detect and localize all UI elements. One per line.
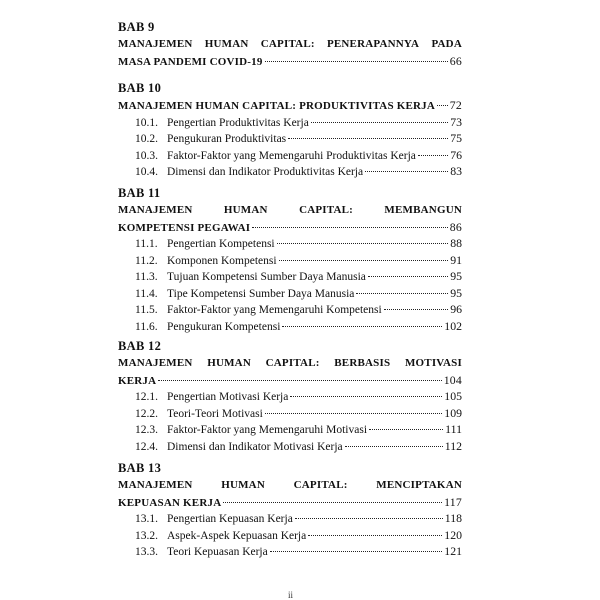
subsection-title: Teori Kepuasan Kerja: [167, 546, 268, 558]
subsection-entry: [135, 268, 462, 285]
chapter-title-word: MANAJEMEN: [118, 479, 193, 491]
subsection-title: Tujuan Kompetensi Sumber Daya Manusia: [167, 271, 366, 283]
dot-leader: [369, 429, 443, 430]
subsection-number: 13.2.: [135, 529, 158, 542]
chapter-title-line: [118, 355, 462, 372]
chapter-bab-10: [118, 81, 462, 180]
dot-leader: [311, 122, 448, 123]
chapter-title-entry: [118, 219, 462, 236]
dot-leader: [282, 326, 442, 327]
dot-leader: [279, 260, 449, 261]
subsection-number: 12.3.: [135, 424, 158, 436]
page-number: 109: [444, 405, 462, 420]
page-number: 95: [450, 285, 462, 300]
subsection-title: Teori-Teori Motivasi: [167, 407, 263, 420]
dot-leader: [295, 518, 443, 519]
dot-leader: [252, 227, 448, 228]
chapter-title-word: MENCIPTAKAN: [376, 479, 462, 491]
subsection-title: Komponen Kompetensi: [167, 254, 277, 267]
chapter-title-line: [118, 477, 462, 494]
page-number: 111: [445, 422, 462, 436]
chapter-title-last: MANAJEMEN HUMAN CAPITAL: PRODUKTIVITAS KERJA: [118, 100, 436, 112]
subsection-title: Faktor-Faktor yang Memengaruhi Motivasi: [167, 424, 368, 436]
dot-leader: [418, 155, 448, 156]
subsection-title: Pengertian Kepuasan Kerja: [167, 513, 293, 525]
page-number: 88: [450, 236, 462, 250]
dot-leader: [265, 61, 448, 62]
page-number: 96: [450, 302, 462, 316]
page-number: 83: [450, 164, 462, 178]
chapter-bab-12: [118, 339, 462, 454]
subsection-entry: [135, 510, 462, 527]
dot-leader: [290, 396, 442, 397]
subsection-title: Pengertian Produktivitas Kerja: [167, 116, 309, 129]
page-number: 112: [444, 438, 462, 453]
chapter-title-word: HUMAN: [223, 204, 268, 216]
subsection-entry: [135, 163, 462, 180]
chapter-title-entry: [118, 372, 462, 389]
page-number: 72: [449, 98, 462, 112]
subsection-number: 11.1.: [135, 238, 158, 250]
subsection-title: Tipe Kompetensi Sumber Daya Manusia: [167, 287, 355, 300]
page-number: 66: [449, 53, 462, 68]
chapter-title-word: MANAJEMEN: [118, 357, 193, 369]
page-number: 120: [444, 527, 462, 542]
subsection-number: 11.6.: [135, 320, 158, 333]
subsection-entry: [135, 543, 462, 560]
page-number: 121: [444, 544, 462, 558]
chapter-title-word: PADA: [431, 38, 462, 50]
subsection-number: 10.1.: [135, 116, 158, 129]
subsection-title: Pengukuran Produktivitas: [167, 133, 287, 145]
subsection-entry: [135, 527, 462, 544]
subsection-number: 12.1.: [135, 391, 158, 403]
chapter-title-last: KEPUASAN KERJA: [118, 496, 222, 509]
chapter-label: BAB 10: [118, 81, 162, 95]
page-number: 105: [444, 389, 462, 403]
subsection-number: 11.5.: [135, 304, 158, 316]
subsection-number: 11.2.: [135, 254, 158, 267]
chapter-title-word: CAPITAL:: [299, 204, 354, 216]
dot-leader: [288, 138, 448, 139]
dot-leader: [277, 243, 449, 244]
subsection-entry: [135, 318, 462, 335]
chapter-title-entry: [118, 53, 462, 70]
subsection-number: 13.1.: [135, 513, 158, 525]
chapter-title-last: KERJA: [118, 374, 157, 387]
subsection-entry: [135, 235, 462, 252]
subsection-number: 12.2.: [135, 407, 158, 420]
dot-leader: [356, 293, 448, 294]
subsection-number: 11.3.: [135, 271, 158, 283]
subsection-number: 13.3.: [135, 546, 158, 558]
chapter-title-word: MANAJEMEN: [118, 204, 193, 216]
subsection-number: 10.2.: [135, 133, 158, 145]
subsection-number: 12.4.: [135, 440, 158, 453]
chapter-title-word: HUMAN: [204, 38, 249, 50]
page-number: 76: [450, 147, 462, 162]
page-number: 117: [444, 494, 462, 509]
chapter-title-word: MEMBANGUN: [384, 204, 462, 216]
subsection-title: Aspek-Aspek Kepuasan Kerja: [167, 529, 307, 542]
subsection-number: 10.4.: [135, 166, 158, 178]
chapter-title-last: MASA PANDEMI COVID-19: [118, 55, 263, 68]
chapter-title-word: CAPITAL:: [293, 479, 348, 491]
subsection-entry: [135, 405, 462, 422]
chapter-title-entry: [118, 97, 462, 114]
subsection-entry: [135, 252, 462, 269]
subsection-title: Pengertian Kompetensi: [167, 238, 275, 250]
chapter-title-word: HUMAN: [221, 479, 265, 491]
subsection-entry: [135, 130, 462, 147]
page-number: 118: [444, 511, 462, 525]
subsection-title: Dimensi dan Indikator Produktivitas Kerja: [167, 166, 364, 178]
chapter-title-line: [118, 36, 462, 53]
page-number: 75: [450, 131, 462, 145]
dot-leader: [265, 413, 443, 414]
dot-leader: [368, 276, 448, 277]
chapter-title-entry: [118, 494, 462, 511]
chapter-title-word: BERBASIS: [334, 357, 391, 369]
subsection-number: 10.3.: [135, 149, 158, 162]
subsection-title: Pengukuran Kompetensi: [167, 320, 281, 333]
page-footer-number: ii: [288, 590, 294, 600]
dot-leader: [437, 105, 448, 106]
page-number: 73: [450, 114, 462, 129]
chapter-title-word: HUMAN: [207, 357, 251, 369]
page-number: 102: [444, 318, 462, 333]
subsection-title: Dimensi dan Indikator Motivasi Kerja: [167, 440, 343, 453]
subsection-entry: [135, 438, 462, 455]
chapter-bab-11: [118, 186, 462, 334]
dot-leader: [158, 380, 441, 381]
chapter-title-word: PENERAPANNYA: [326, 38, 420, 50]
subsection-title: Pengertian Motivasi Kerja: [167, 391, 289, 403]
page-number: 86: [449, 219, 462, 234]
subsection-entry: [135, 388, 462, 405]
subsection-entry: [135, 147, 462, 164]
subsection-title: Faktor-Faktor yang Memengaruhi Kompetensi: [167, 304, 382, 316]
subsection-title: Faktor-Faktor yang Memengaruhi Produktivitas Kerja: [167, 149, 416, 162]
chapter-title-line: [118, 202, 462, 219]
subsection-number: 11.4.: [135, 287, 158, 300]
chapter-title-last: KOMPETENSI PEGAWAI: [118, 221, 251, 234]
subsection-entry: [135, 421, 462, 438]
chapter-title-word: MOTIVASI: [404, 357, 462, 369]
dot-leader: [270, 551, 443, 552]
dot-leader: [384, 309, 448, 310]
chapter-bab-9: [118, 20, 462, 69]
dot-leader: [365, 171, 448, 172]
chapter-title-word: MANAJEMEN: [118, 38, 193, 50]
page-number: 91: [450, 252, 462, 267]
chapter-label: BAB 11: [118, 186, 161, 200]
chapter-label: BAB 13: [118, 461, 162, 475]
page-number: 104: [443, 372, 462, 387]
chapter-label: BAB 9: [118, 20, 155, 34]
subsection-entry: [135, 114, 462, 131]
dot-leader: [308, 535, 442, 536]
subsection-entry: [135, 301, 462, 318]
chapter-title-word: CAPITAL:: [260, 38, 315, 50]
dot-leader: [223, 502, 442, 503]
chapter-bab-13: [118, 461, 462, 560]
dot-leader: [345, 446, 443, 447]
subsection-entry: [135, 285, 462, 302]
chapter-label: BAB 12: [118, 339, 162, 353]
chapter-title-word: CAPITAL:: [265, 357, 320, 369]
page-number: 95: [450, 269, 462, 283]
